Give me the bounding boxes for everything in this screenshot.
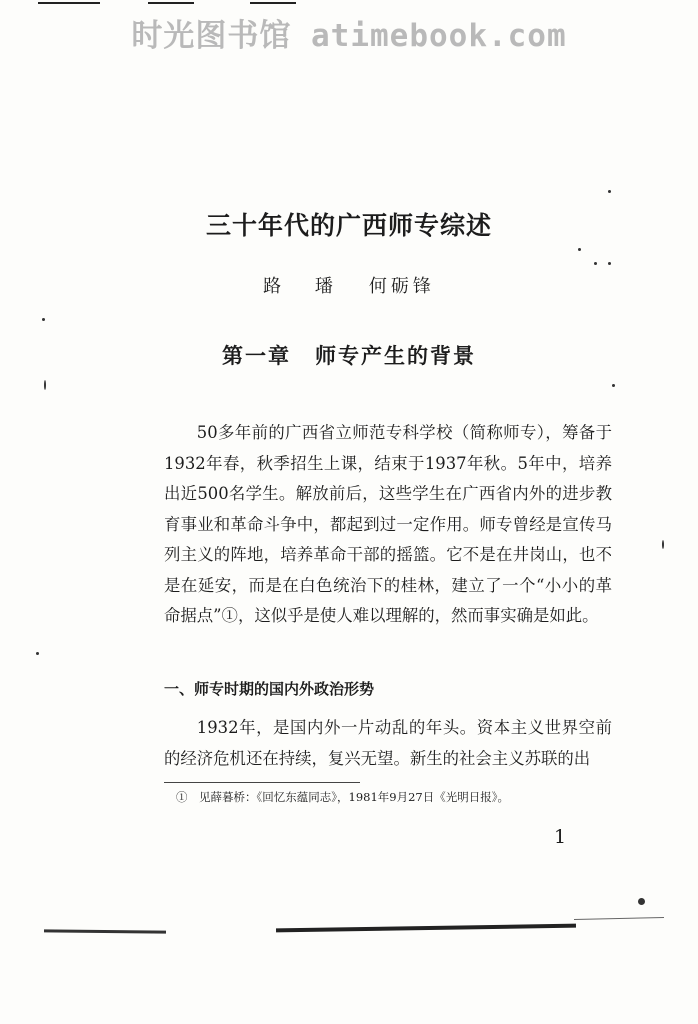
author-2: 何砺锋 (368, 276, 435, 297)
scan-smear-bottom-left (44, 929, 166, 933)
article-title: 三十年代的广西师专综述 (205, 211, 492, 240)
scan-speck (578, 248, 581, 251)
scan-mark-top-left (38, 2, 100, 4)
scan-speck (36, 652, 39, 655)
chapter-heading (0, 340, 698, 370)
scan-speck (662, 540, 664, 549)
scan-mark-top-right (250, 2, 296, 4)
paragraph-2: 1932年，是国内外一片动乱的年头。资本主义世界空前的经济危机还在持续，复兴无望。新生的社会主义苏联的出 (164, 718, 612, 768)
chapter-title: 师专产生的背景 (315, 344, 476, 368)
scan-speck (608, 190, 611, 193)
authors-line (0, 272, 698, 298)
page-number: 1 (554, 826, 567, 848)
author-1: 路 璠 (263, 276, 345, 297)
scan-speck (44, 380, 46, 390)
scan-smear-bottom-middle (276, 924, 576, 933)
watermark: 时光图书馆 atimebook.com (131, 18, 567, 54)
scan-mark-top-middle (148, 2, 194, 4)
scan-speck (608, 262, 611, 265)
footnote-divider (164, 782, 360, 783)
scan-smear-bottom-right (574, 917, 664, 920)
chapter-number: 第一章 (222, 344, 291, 368)
footnote: ① 见薛暮桥：《回忆东蕴同志》，1981年9月27日《光明日报》。 (176, 790, 509, 804)
scan-speck (594, 262, 597, 265)
section-heading: 一、师专时期的国内外政治形势 (164, 680, 375, 698)
paragraph-1: 50多年前的广西省立师范专科学校（简称师专），筹备于1932年春，秋季招生上课，结束于1937年秋。5年中，培养出近500名学生。解放前后，这些学生在广西省内外的进步教育事业和革命斗争中，都起到过一定作用。师专曾经是宣传马列主义的阵地，培养革命干部的摇篮。它不是在井岗山，也不是在延安，而是在白色统治下的桂林，建立了一个“小小的革命据点”①，这似乎是使人难以理解的，然而事实确是如此。 (164, 423, 612, 625)
scan-speck (42, 318, 45, 321)
scan-speck (638, 898, 645, 905)
scan-speck (612, 384, 615, 387)
